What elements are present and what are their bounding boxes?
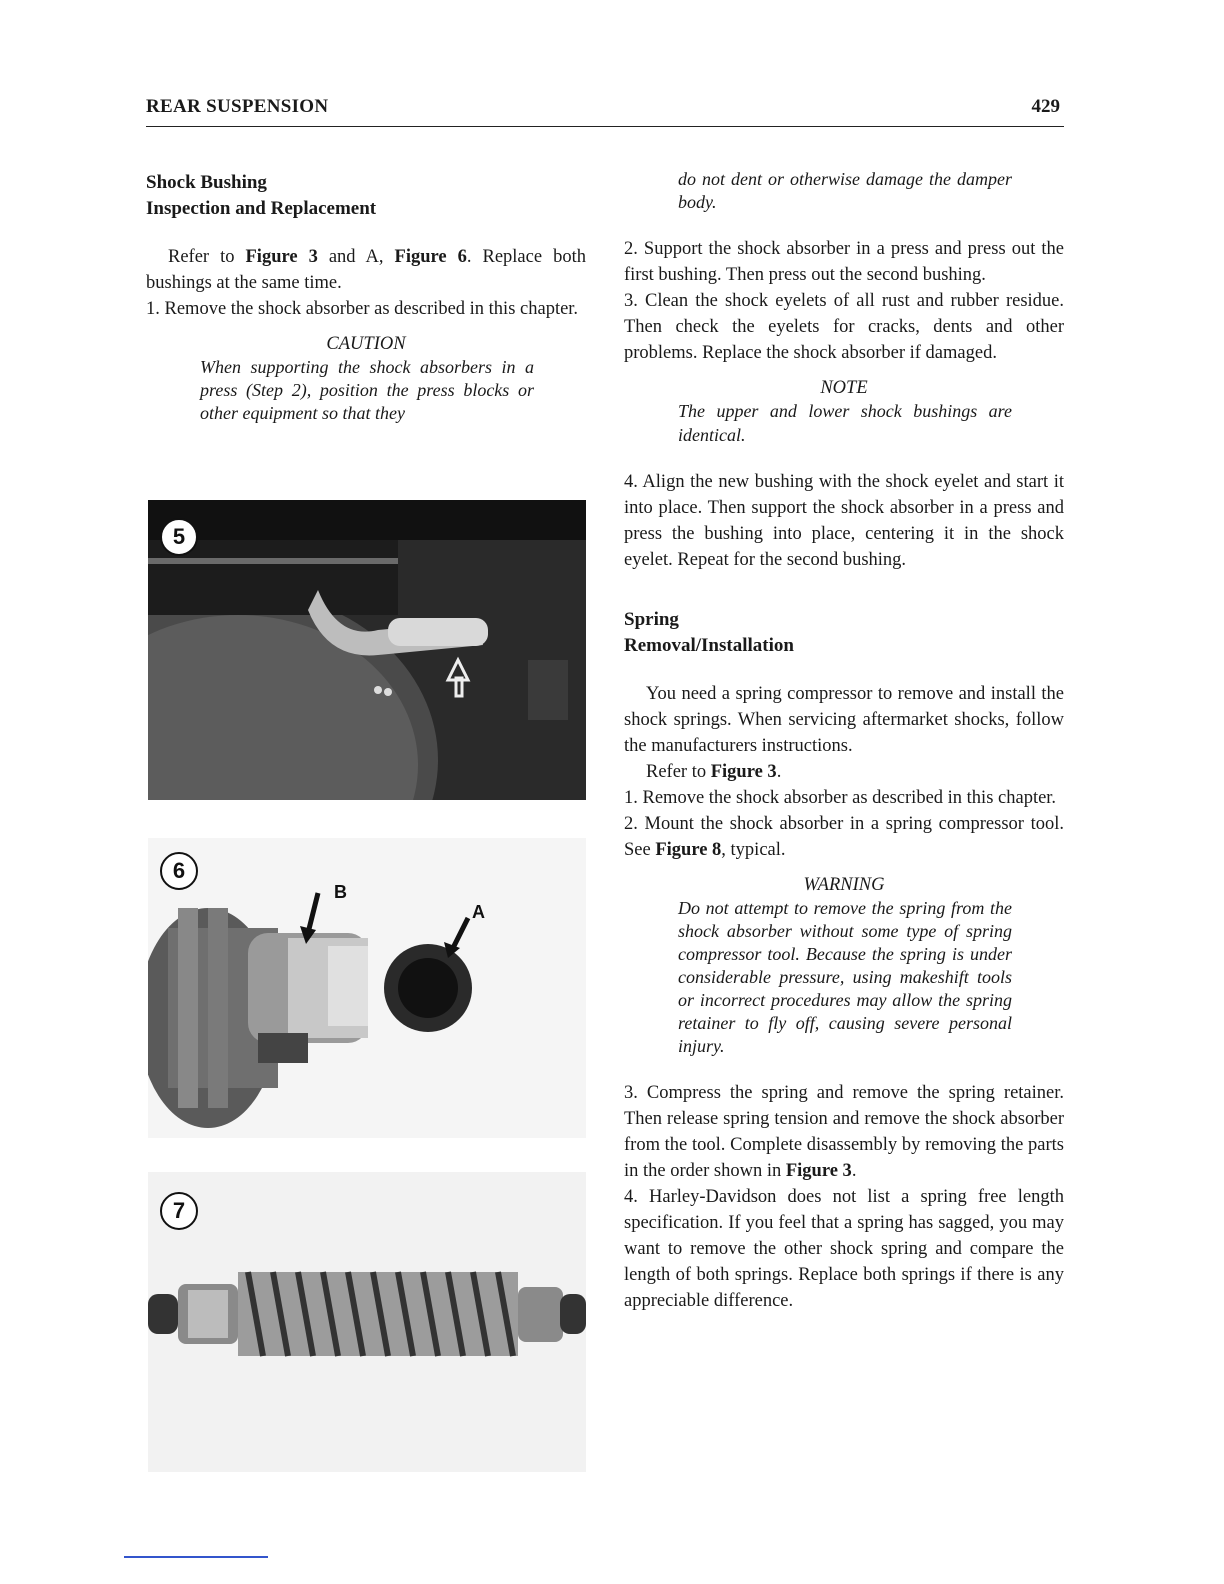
left-column (146, 170, 586, 425)
figure-3-ref-spring: Figure 3 (710, 762, 777, 782)
figure-6-label-a: A (472, 902, 485, 922)
spring-refer-line: Refer to Figure 3. (646, 762, 782, 782)
warning-title: WARNING (803, 875, 885, 895)
shock-bushing-heading: Shock Bushing (146, 172, 267, 193)
spring-intro-paragraph: You need a spring compressor to remove and install the shock springs. When servicing aftermarket shocks, follow the manufacturers instructions. (624, 684, 1064, 756)
footer-link-line (124, 1556, 268, 1558)
note-text: The upper and lower shock bushings are identical. (678, 401, 1012, 445)
figure-5-number: 5 (160, 518, 198, 556)
figure-3-ref: Figure 3 (245, 247, 318, 267)
spring-step-4: 4. Harley-Davidson does not list a spring free length specification. If you feel that a spring has sagged, you may want to remove the other shock spring and compare the length of both springs. Replace both springs if there is any appreciable difference. (624, 1187, 1064, 1311)
bushing-step-1: 1. Remove the shock absorber as described in this chapter. (146, 299, 579, 319)
caution-title: CAUTION (326, 334, 406, 354)
spring-step-3: 3. Compress the spring and remove the spring retainer. Then release spring tension and remove the shock absorber from the tool. Complete disassembly by removing the parts in the order shown in Figure 3. (624, 1083, 1064, 1181)
figure-6-number: 6 (160, 852, 198, 890)
figure-8-ref: Figure 8 (655, 840, 722, 860)
spring-step-2: 2. Mount the shock absorber in a spring compressor tool. See Figure 8, typical. (624, 814, 1064, 860)
spring-subheading: Removal/Installation (624, 635, 794, 656)
page-header (146, 96, 1064, 127)
figure-7-photo (148, 1172, 586, 1472)
figure-6-photo (148, 838, 586, 1138)
figure-7-number: 7 (160, 1192, 198, 1230)
figure-7-image (148, 1172, 586, 1472)
caution-text: When supporting the shock absorbers in a press (Step 2), position the press blocks or other equipment so that they (200, 357, 534, 423)
figure-5-image (148, 500, 586, 800)
figure-6-label-b: B (334, 882, 347, 902)
spring-coils (238, 1272, 518, 1356)
section-title: REAR SUSPENSION (146, 96, 329, 117)
spring-step-1: 1. Remove the shock absorber as described in this chapter. (624, 788, 1057, 808)
note-title: NOTE (820, 378, 868, 398)
bushing-intro-paragraph: Refer to Figure 3 and A, Figure 6. Replace both bushings at the same time. (146, 247, 586, 293)
figure-5-photo (148, 500, 586, 800)
bushing-step-3: 3. Clean the shock eyelets of all rust and rubber residue. Then check the eyelets for cracks, dents and other problems. Replace the shock absorber if damaged. (624, 291, 1064, 363)
spring-heading: Spring (624, 609, 679, 630)
figure-3-ref-disassembly: Figure 3 (785, 1161, 852, 1181)
caution-text-continued: do not dent or otherwise damage the damper body. (678, 169, 1012, 212)
warning-text: Do not attempt to remove the spring from the shock absorber without some type of spring compressor tool. Because the spring is under considerable pressure, using makeshift tools or incorrect procedures may allow the spring retainer to fly off, causing severe personal injury. (678, 898, 1012, 1056)
bushing-step-4: 4. Align the new bushing with the shock eyelet and start it into place. Then support the shock absorber in a press and press the bushing into place, centering it in the shock eyelet. Repeat for the second bushing. (624, 472, 1064, 570)
page-number: 429 (1031, 96, 1060, 117)
shock-bushing-subheading: Inspection and Replacement (146, 198, 377, 219)
right-column (624, 168, 1064, 1314)
figure-6-ref: Figure 6 (394, 247, 467, 267)
bushing-step-2: 2. Support the shock absorber in a press and press out the first bushing. Then press out the second bushing. (624, 239, 1064, 285)
figure-6-image (148, 838, 586, 1138)
